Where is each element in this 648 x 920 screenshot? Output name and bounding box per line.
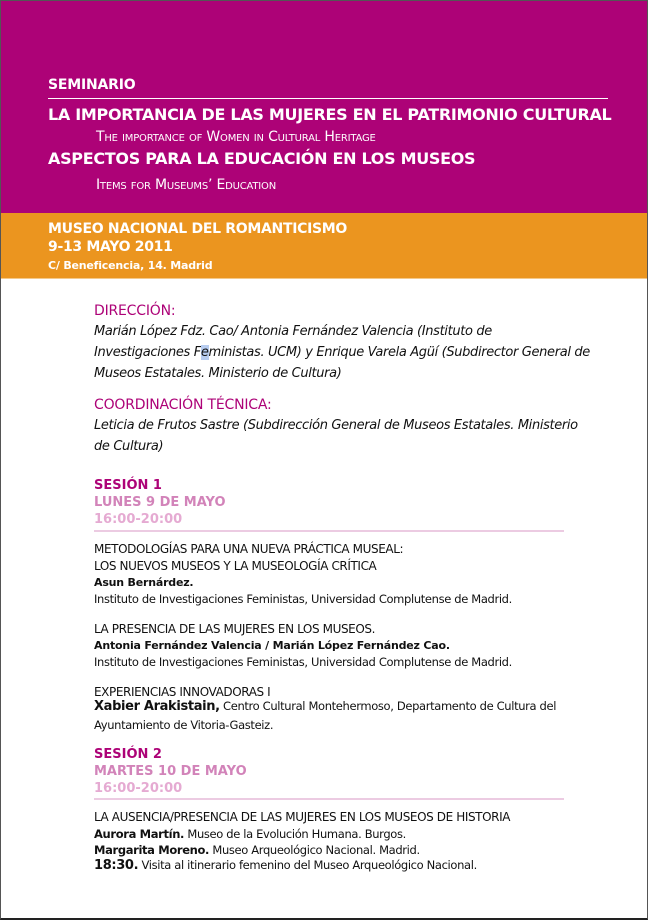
text-selection[interactable]: e xyxy=(200,345,209,360)
session-2-divider xyxy=(94,798,564,800)
coordinacion-line: Leticia de Frutos Sastre (Subdirección General de Museos Estatales. Ministerio xyxy=(94,418,578,433)
venue-address: C/ Beneficencia, 14. Madrid xyxy=(48,259,213,272)
talk-entry xyxy=(94,858,477,873)
visit-time: 18:30. xyxy=(94,858,139,873)
visit-description: Visita al itinerario femenino del Museo Arqueológico Nacional. xyxy=(138,858,477,872)
session-1-day: LUNES 9 DE MAYO xyxy=(94,495,226,510)
seminar-subtitle-en: Items for Museums’ Education xyxy=(96,177,276,193)
talk-speaker: Aurora Martín. xyxy=(94,827,185,841)
talk-affiliation: Instituto de Investigaciones Feministas, Universidad Complutense de Madrid. xyxy=(94,655,512,669)
session-1-title: SESIÓN 1 xyxy=(94,478,162,493)
talk-affiliation: Museo Arqueológico Nacional. Madrid. xyxy=(209,843,420,857)
coordinacion-label: COORDINACIÓN TÉCNICA: xyxy=(94,397,272,413)
header-divider xyxy=(48,98,608,99)
venue-name: MUSEO NACIONAL DEL ROMANTICISMO xyxy=(48,221,348,237)
direccion-line: Marián López Fdz. Cao/ Antonia Fernández Valencia (Instituto de xyxy=(94,324,492,339)
talk-title: LA PRESENCIA DE LAS MUJERES EN LOS MUSEOS. xyxy=(94,622,376,636)
direccion-body xyxy=(94,321,634,384)
header-band xyxy=(1,1,647,213)
text-segment: ministas. UCM) y Enrique Varela Agüí (Subdirector General de xyxy=(208,345,590,360)
session-1-divider xyxy=(94,530,564,532)
direccion-line: Museos Estatales. Ministerio de Cultura) xyxy=(94,366,342,381)
talk-affiliation: Centro Cultural Montehermoso, Departamento de Cultura del xyxy=(219,699,557,713)
talk-speaker: Xabier Arakistain, xyxy=(94,699,220,714)
talk-affiliation: Ayuntamiento de Vitoria-Gasteiz. xyxy=(94,718,274,732)
session-1-time: 16:00-20:00 xyxy=(94,512,183,527)
venue-dates: 9-13 MAYO 2011 xyxy=(48,239,173,255)
talk-affiliation: Museo de la Evolución Humana. Burgos. xyxy=(184,827,406,841)
talk-speaker: Margarita Moreno. xyxy=(94,843,210,857)
session-2-day: MARTES 10 DE MAYO xyxy=(94,764,247,779)
session-2-time: 16:00-20:00 xyxy=(94,781,183,796)
seminar-kicker: SEMINARIO xyxy=(48,77,136,93)
seminar-title-es: LA IMPORTANCIA DE LAS MUJERES EN EL PATRIMONIO CULTURAL xyxy=(48,105,612,124)
text-segment: Investigaciones F xyxy=(94,345,201,360)
seminar-title-en: The importance of Women in Cultural Heritage xyxy=(96,129,376,145)
talk-speaker: Asun Bernárdez. xyxy=(94,576,194,589)
direccion-label: DIRECCIÓN: xyxy=(94,303,176,319)
talk-speaker-line xyxy=(94,699,556,714)
talk-entry xyxy=(94,843,420,857)
talk-entry xyxy=(94,827,406,841)
direccion-line xyxy=(94,342,634,363)
talk-title: LOS NUEVOS MUSEOS Y LA MUSEOLOGÍA CRÍTICA xyxy=(94,559,377,573)
seminar-subtitle-es: ASPECTOS PARA LA EDUCACIÓN EN LOS MUSEOS xyxy=(48,149,476,168)
talk-title: LA AUSENCIA/PRESENCIA DE LAS MUJERES EN LOS MUSEOS DE HISTORIA xyxy=(94,810,511,824)
coordinacion-line: de Cultura) xyxy=(94,439,164,454)
talk-affiliation: Instituto de Investigaciones Feministas, Universidad Complutense de Madrid. xyxy=(94,592,512,606)
talk-speaker: Antonia Fernández Valencia / Marián López Fernández Cao. xyxy=(94,639,450,652)
session-2-title: SESIÓN 2 xyxy=(94,747,162,762)
talk-title: METODOLOGÍAS PARA UNA NUEVA PRÁCTICA MUSEAL: xyxy=(94,542,404,556)
talk-title: EXPERIENCIAS INNOVADORAS I xyxy=(94,685,271,699)
coordinacion-body xyxy=(94,415,634,457)
